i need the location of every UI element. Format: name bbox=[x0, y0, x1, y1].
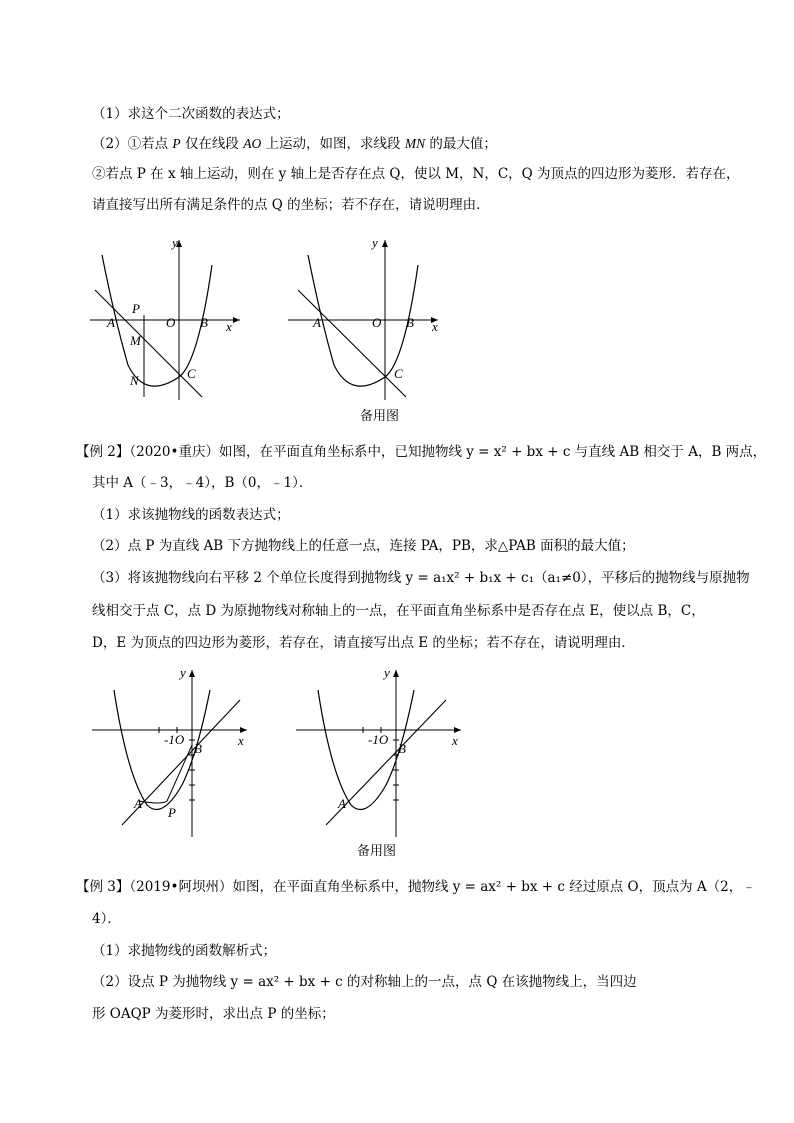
q2-part2-line2: 请直接写出所有满足条件的点 Q 的坐标；若不存在，请说明理由． bbox=[92, 197, 490, 213]
fig2b-label-b: B bbox=[398, 741, 406, 756]
q2-text-a: （2）①若点 bbox=[92, 136, 169, 152]
fig1b-label-x: x bbox=[432, 319, 438, 334]
q2-text-c: 上运动，如图，求线段 bbox=[265, 136, 401, 152]
var-p: P bbox=[172, 136, 181, 151]
q2-text-b: 仅在线段 bbox=[184, 136, 239, 152]
ex3-q2b: 形 OAQP 为菱形时，求出点 P 的坐标； bbox=[92, 1006, 335, 1022]
figure-1-backup bbox=[288, 235, 448, 405]
fig1-backup-caption: 备用图 bbox=[360, 409, 400, 424]
fig2b-label-x: x bbox=[452, 733, 458, 748]
fig2-label-y: y bbox=[180, 665, 186, 680]
ex3-line2: 4）． bbox=[92, 911, 121, 927]
fig1b-label-y: y bbox=[372, 235, 378, 250]
fig1-label-m: M bbox=[130, 333, 141, 348]
fig1-label-a: A bbox=[107, 315, 115, 330]
fig1-label-o: O bbox=[166, 315, 176, 330]
figure-2-main bbox=[92, 665, 257, 840]
ex2-q1: （1）求该抛物线的函数表达式； bbox=[92, 507, 290, 523]
fig1-label-n: N bbox=[130, 373, 139, 388]
ex2-q3b: 线相交于点 C，点 D 为原抛物线对称轴上的一点，在平面直角坐标系中是否存在点 E，使以点 B，C， bbox=[92, 603, 705, 619]
q2-line bbox=[92, 134, 497, 154]
fig1-label-y: y bbox=[172, 235, 178, 250]
fig1b-label-o: O bbox=[372, 315, 382, 330]
ex3-title: 【例 3】（2019•阿坝州）如图，在平面直角坐标系中，抛物线 y = ax² + bx + c 经过原点 O，顶点为 A（2，﹣ bbox=[76, 879, 756, 895]
fig2b-label-y: y bbox=[384, 665, 390, 680]
ex2-q3a: （3）将该抛物线向右平移 2 个单位长度得到抛物线 y = a₁x² + b₁x + c₁（a₁≠0），平移后的抛物线与原抛物 bbox=[92, 570, 750, 586]
ex3-q2a: （2）设点 P 为抛物线 y = ax² + bx + c 的对称轴上的一点，点 Q 在该抛物线上，当四边 bbox=[92, 974, 637, 990]
fig2b-label-a: A bbox=[338, 796, 346, 811]
fig1b-label-c: C bbox=[394, 366, 403, 381]
var-mn: MN bbox=[404, 136, 426, 151]
fig1-label-x: x bbox=[226, 319, 232, 334]
fig1-label-p: P bbox=[132, 301, 140, 316]
fig2b-label-neg1o: -1O bbox=[368, 732, 389, 747]
fig1b-label-b: B bbox=[406, 315, 414, 330]
figure-2-backup bbox=[296, 665, 466, 840]
fig1-label-b: B bbox=[200, 315, 208, 330]
fig2-label-b: B bbox=[194, 741, 202, 756]
fig2-label-neg1o: -1O bbox=[164, 732, 185, 747]
ex3-q1: （1）求抛物线的函数解析式； bbox=[92, 943, 277, 959]
fig1-label-c: C bbox=[187, 366, 196, 381]
q2-part2-line: ②若点 P 在 x 轴上运动，则在 y 轴上是否存在点 Q，使以 M，N，C，Q 为顶点的四边形为菱形．若存在， bbox=[92, 166, 740, 182]
ex2-q3c: D，E 为顶点的四边形为菱形，若存在，请直接写出点 E 的坐标；若不存在，请说明理由． bbox=[92, 635, 635, 651]
fig2-label-a: A bbox=[134, 796, 142, 811]
ex2-line2: 其中 A（﹣3，﹣4），B（0，﹣1）． bbox=[92, 475, 313, 491]
ex2-q2: （2）点 P 为直线 AB 下方抛物线上的任意一点，连接 PA，PB，求△PAB 面积的最大值； bbox=[92, 538, 635, 554]
fig2-label-x: x bbox=[238, 733, 244, 748]
q2-text-d: 的最大值； bbox=[429, 136, 497, 152]
figure-1-main bbox=[90, 235, 250, 405]
var-ao: AO bbox=[243, 136, 262, 151]
fig2-backup-caption: 备用图 bbox=[357, 844, 397, 859]
fig1b-label-a: A bbox=[313, 315, 321, 330]
q1-line: （1）求这个二次函数的表达式； bbox=[92, 106, 290, 122]
ex2-title: 【例 2】（2020•重庆）如图，在平面直角坐标系中，已知抛物线 y = x² + bx + c 与直线 AB 相交于 A，B 两点， bbox=[76, 444, 767, 460]
fig2-label-p: P bbox=[168, 805, 176, 820]
